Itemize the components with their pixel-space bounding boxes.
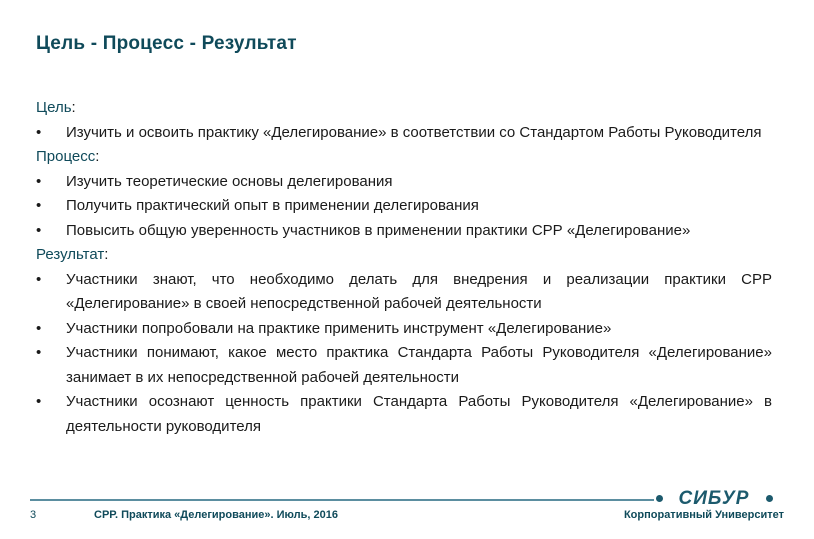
list-item: • Участники понимают, какое место практика Стандарта Работы Руководителя «Делегирование» занимает в их непосредственной рабочей деятельности: [36, 341, 772, 390]
list-item: • Повысить общую уверенность участников в применении практики СРР «Делегирование»: [36, 219, 772, 244]
sibur-logo: СИБУР: [678, 488, 750, 509]
bullet-icon: •: [36, 172, 42, 190]
bullet-icon: •: [36, 344, 42, 361]
list-item: • Изучить теоретические основы делегирования: [36, 170, 772, 195]
page-number: 3: [30, 509, 37, 521]
section-heading: Результат:: [36, 246, 109, 263]
section-goal: [36, 96, 772, 145]
section-result: [36, 243, 772, 439]
bullet-icon: •: [36, 221, 42, 239]
footer-divider: [30, 499, 654, 501]
list-item: • Участники попробовали на практике применить инструмент «Делегирование»: [36, 317, 772, 342]
slide-body: [36, 96, 772, 439]
list-item: • Участники осознают ценность практики Стандарта Работы Руководителя «Делегирование» в деятельности руководителя: [36, 390, 772, 439]
section-heading: Цель:: [36, 99, 76, 116]
list-item: • Изучить и освоить практику «Делегирование» в соответствии со Стандартом Работы Руководителя: [36, 121, 772, 146]
list-item: • Получить практический опыт в применении делегирования: [36, 194, 772, 219]
list-item: • Участники знают, что необходимо делать для внедрения и реализации практики СРР «Делегирование» в своей непосредственной рабочей деятельности: [36, 268, 772, 317]
bullet-icon: •: [36, 123, 42, 141]
bullet-icon: •: [36, 319, 42, 337]
footer-organization: Корпоративный Университет: [623, 509, 784, 521]
logo-dot-icon: [656, 495, 663, 502]
bullet-icon: •: [36, 393, 42, 410]
footer-caption: СРР. Практика «Делегирование». Июль, 2016: [94, 509, 338, 521]
bullet-icon: •: [36, 197, 42, 214]
slide-title: Цель - Процесс - Результат: [36, 33, 297, 54]
logo-dot-icon: [766, 495, 773, 502]
bullet-icon: •: [36, 270, 42, 288]
section-heading: Процесс:: [36, 148, 100, 165]
section-process: [36, 145, 772, 243]
